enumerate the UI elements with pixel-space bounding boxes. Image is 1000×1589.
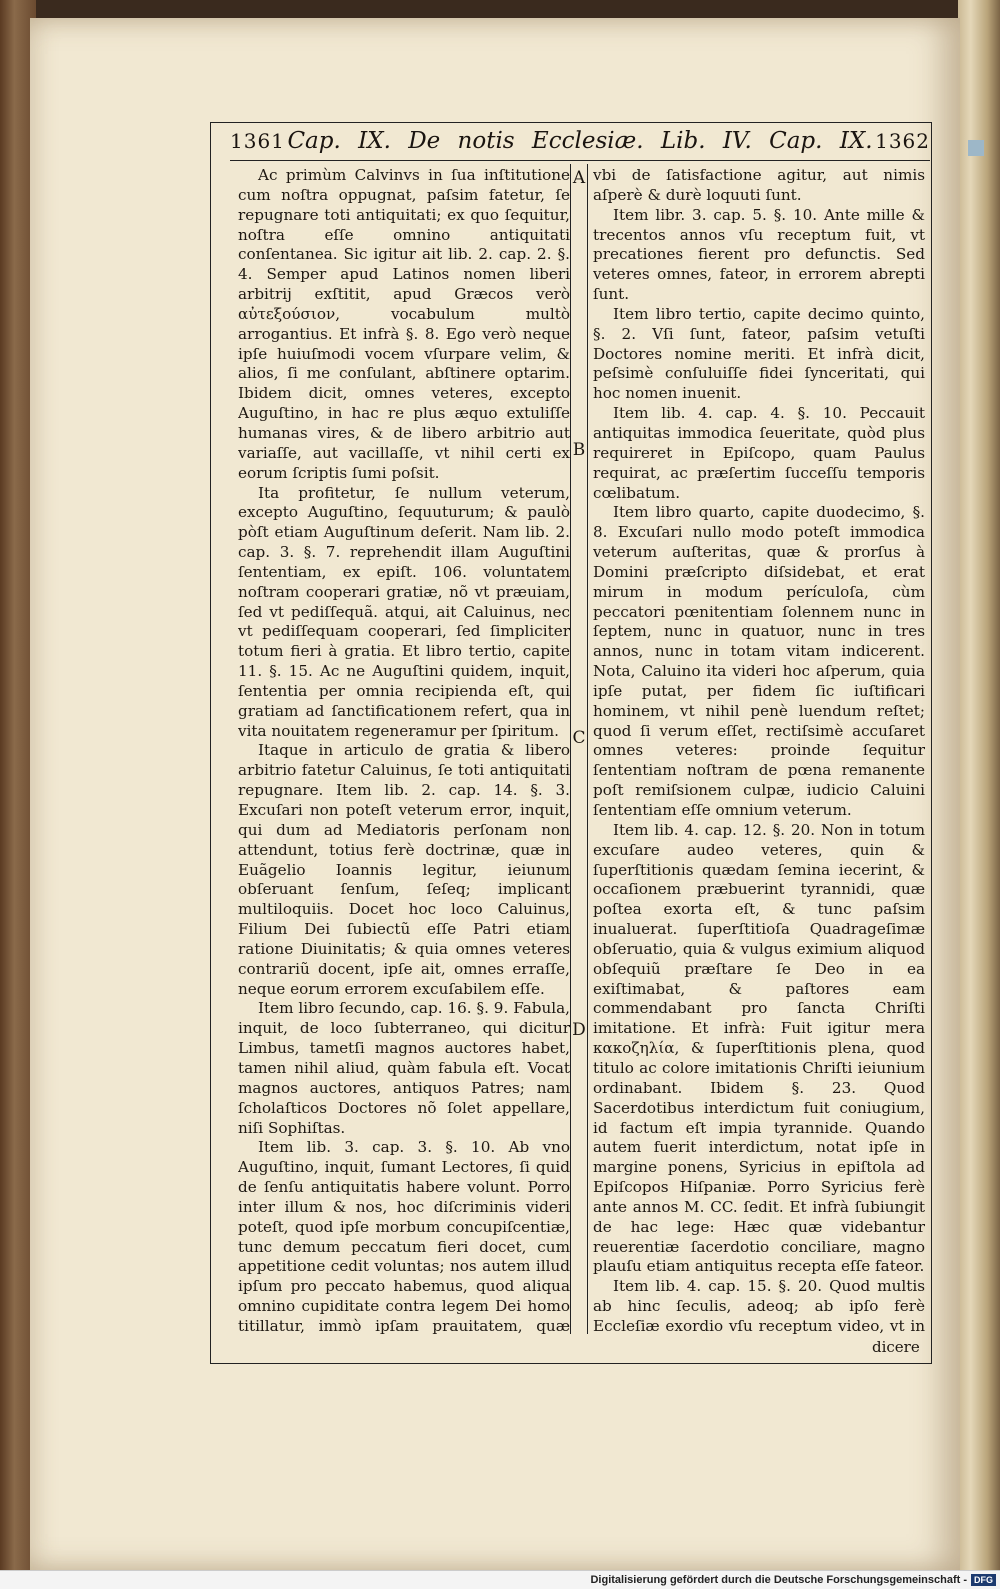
margin-letter-b: B (572, 440, 586, 460)
dfg-logo-icon: DFG (971, 1574, 996, 1586)
paragraph: vbi de ſatisfactione agitur, aut nimis aſperè & durè loquuti ſunt. (593, 166, 925, 204)
paragraph: Item lib. 3. cap. 3. §. 10. Ab vno Auguſtino, inquit, ſumant Lectores, ſi quid de ſenſu antiquitatis habere volunt. Porro inter illum & nos, hoc diſcriminis videri poteſt, quod ipſe morbum concupiſcentiæ, tunc demum peccatum fieri docet, cum appetitione cedit voluntas; nos autem illud ipſum pro peccato habemus, quod aliqua omnino cupiditate contra legem Dei homo titillatur, immò ipſam prauitatem, quæ (238, 1138, 570, 1334)
header-rule (230, 160, 930, 161)
left-page-number: 1361 (230, 129, 285, 153)
paragraph: Item libro tertio, capite decimo quinto, §. 2. Vſi ſunt, fateor, paſsim vetuſti Doctores nomine meriti. Et infrà dicit, peſsimè conſuluiſſe fidei ſynceritati, qui hoc nomen inuenit. (593, 304, 925, 403)
column-divider (570, 164, 588, 1334)
paragraph: Item lib. 4. cap. 12. §. 20. Non in totum excuſare audeo veteres, quin & ſuperſtitionis quædam ſemina iecerint, & occaſionem præbuerint tyrannidi, quæ poſtea exorta eſt, & tunc paſsim inualuerat. ſuperſtitioſa Quadrageſimæ obſeruatio, quia & vulgus eximium aliquod obſequiũ præſtare ſe Deo in ea exiſtimabat, & paſtores eam commendabant pro ſancta Chriſti imitatione. Et infrà: Fuit igitur mera κακοζηλία, & ſuperſtitionis plena, quod titulo ac colore imitationis Chriſti ieiunium ordinabant. Ibidem §. 23. Quod Sacerdotibus interdictum fuit coniugium, id factum eſt impia tyrannide. Quando autem fuerit interdictum, notat ipſe in margine ponens, Syricius in epiſtola ad Epiſcopos Hiſpaniæ. Porro Syricius ferè ante annos M. CC. ſedit. Et infrà ſubiungit de hac lege: Hæc quæ videbantur reuerentiæ ſacerdotio conciliare, magno plauſu etiam antiquitus recepta eſſe fateor. (593, 820, 925, 1276)
paragraph: Item lib. 4. cap. 4. §. 10. Peccauit antiquitas immodica ſeueritate, quòd plus requireret in Epiſcopo, quam Paulus requirat, ac præſertim ſucceſſu temporis cœlibatum. (593, 404, 925, 502)
right-text-column (593, 166, 925, 1334)
left-text-column (238, 166, 570, 1334)
footer-bar (0, 1570, 1000, 1589)
paragraph: Ita profitetur, ſe nullum veterum, excepto Auguſtino, ſequuturum; & paulò pòſt etiam Auguſtinum deſerit. Nam lib. 2. cap. 3. §. 7. reprehendit illam Auguſtini ſententiam, ex epiſt. 106. voluntatem noſtram cooperari gratiæ, nõ vt præuiam, ſed vt pediſſequã. atqui, ait Caluinus, nec vt pediſſequam cooperari, ſed ſimpliciter totum fieri à gratia. Et libro tertio, capite 11. §. 15. Ac ne Auguſtini quidem, inquit, ſententia per omnia recipienda eſt, qui gratiam ad ſanctificationem refert, qua in vita nouitatem regeneramur per ſpiritum. (238, 483, 570, 740)
footer-credit: Digitalisierung gefördert durch die Deutsche Forschungsgemeinschaft - (590, 1574, 967, 1586)
paragraph: Item libro ſecundo, cap. 16. §. 9. Fabula, inquit, de loco ſubterraneo, qui dicitur Limbus, tametſi magnos auctores habet, tamen nihil aliud, quàm fabula eſt. Vocat magnos auctores, antiquos Patres; nam ſcholaſticos Doctores nõ ſolet appellare, niſi Sophiſtas. (238, 999, 570, 1137)
paragraph: Item libr. 3. cap. 5. §. 10. Ante mille & trecentos annos vſu receptum fuit, vt precationes fierent pro defunctis. Sed veteres omnes, fateor, in errorem abrepti ſunt. (593, 205, 925, 304)
margin-letter-d: D (572, 1020, 586, 1040)
margin-letter-c: C (572, 728, 586, 748)
right-page-number: 1362 (875, 129, 930, 153)
paragraph: Itaque in articulo de gratia & libero arbitrio fatetur Caluinus, ſe toti antiquitati repugnare. Item lib. 2. cap. 14. §. 3. Excuſari non poteſt veterum error, inquit, qui dum ad Mediatoris perſonam non attendunt, totius ferè doctrinæ, quæ in Euãgelio Ioannis legitur, ieiunum obſeruant ſenſum, ſeſeq; implicant multiloquiis. Docet hoc loco Caluinus, Filium Dei ſubiectũ eſſe Patri etiam ratione Diuinitatis; & quia omnes veteres contrariũ docent, ipſe ait, omnes erraſſe, neque eorum errorem excuſabilem eſſe. (238, 741, 570, 998)
margin-letter-a: A (572, 168, 586, 188)
book-right-edge (958, 0, 1000, 1570)
paragraph: Item libro quarto, capite duodecimo, §. 8. Excuſari nullo modo poteſt immodica veterum auſteritas, quæ & prorſus à Domini præſcripto diſsidebat, et erat mirum in modum perículoſa, cùm peccatori pœnitentiam ſolennem nunc in ſeptem, nunc in quatuor, nunc in tres annos, nunc in totam vitam indicerent. Nota, Caluino ita videri hoc aſperum, quia ipſe putat, per fidem ſic iuſtificari hominem, vt nihil penè luendum reſtet; quod ſi verum eſſet, rectiſsimè accuſaret omnes veteres: proinde ſequitur ſententiam noſtram de pœna remanente poſt remiſsionem culpæ, iudicio Caluini ſententiam eſſe omnium veterum. (593, 503, 925, 819)
page-header (230, 128, 930, 162)
color-calibration-tab (968, 140, 984, 156)
running-title: Cap. IX. De notis Ecclesiæ. Lib. IV. Cap. IX. (287, 128, 873, 154)
paragraph: Item lib. 4. cap. 15. §. 20. Quod multis ab hinc ſeculis, adeoq; ab ipſo ferè Eccleſiæ exordio vſu receptum video, vt in (593, 1277, 925, 1334)
paragraph: Ac primùm Calvinvs in ſua inſtitutione cum noſtra oppugnat, paſsim fatetur, ſe repugnare toti antiquitati; ex quo ſequitur, noſtra eſſe omnino antiquitati conſentanea. Sic igitur ait lib. 2. cap. 2. §. 4. Semper apud Latinos nomen liberi arbitrij exſtitit, apud Græcos verò αὐτεξούσιον, vocabulum multò arrogantius. Et infrà §. 8. Ego verò neque ipſe huiuſmodi vocem vſurpare velim, & alios, ſi me conſulant, abſtinere optarim. Ibidem dicit, omnes veteres, excepto Auguſtino, in hac re plus æquo extuliſſe humanas vires, & de libero arbitrio aut variaſſe, aut vacillaſſe, vt nihil certi ex eorum ſcriptis ſumi poſsit. (238, 166, 570, 482)
catchword: dicere (872, 1338, 920, 1356)
